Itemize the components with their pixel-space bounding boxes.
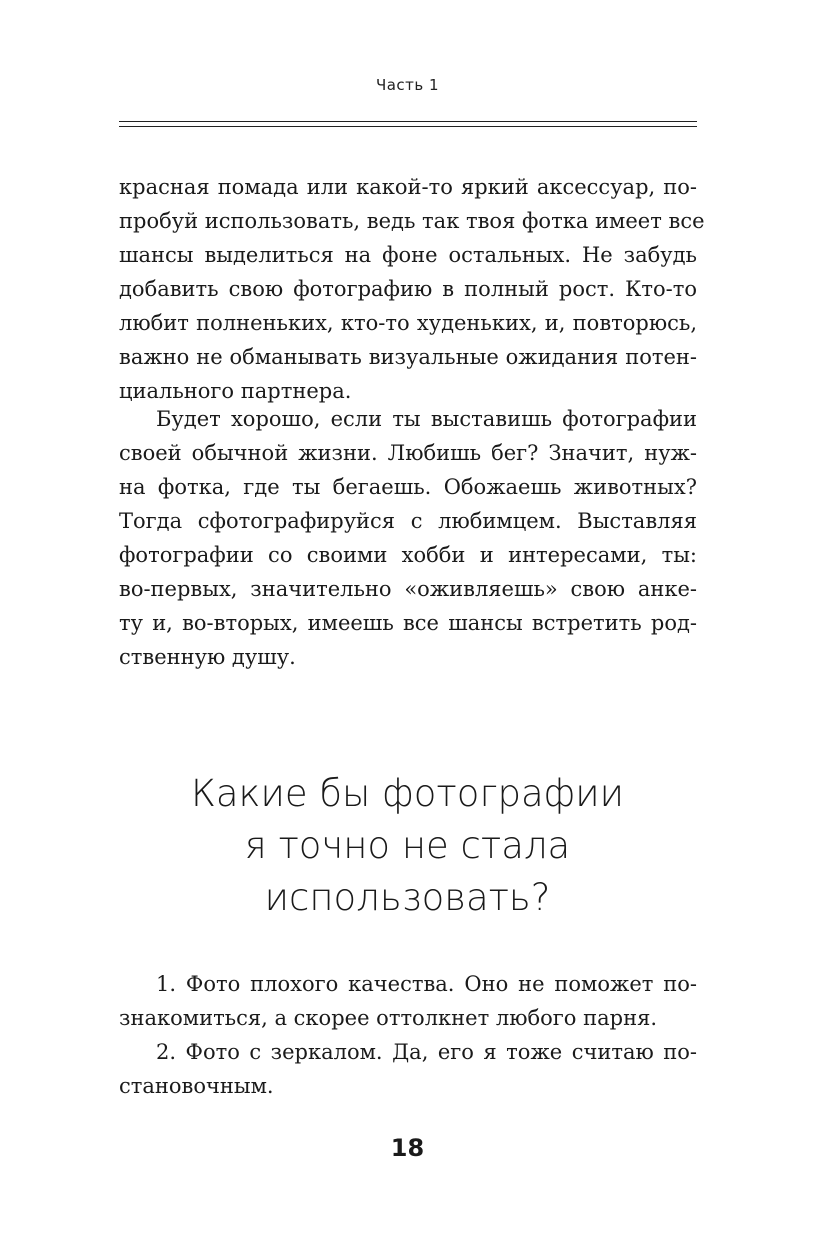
- section-heading: [0, 768, 815, 924]
- heading-line: Какие бы фотографии: [190, 772, 625, 815]
- header-rule-top: [119, 121, 697, 122]
- text-line: ту и, во-вторых, имеешь все шансы встретить род-: [119, 611, 697, 635]
- heading-line: использовать?: [264, 876, 551, 919]
- heading-line: я точно не стала: [244, 824, 571, 867]
- list-item-line: 1. Фото плохого качества. Оно не поможет по-: [156, 972, 697, 996]
- header-rule-bottom: [119, 126, 697, 127]
- list-item-line: 2. Фото с зеркалом. Да, его я тоже считаю по-: [156, 1040, 697, 1064]
- text-line: во-первых, значительно «оживляешь» свою анке-: [119, 577, 697, 601]
- text-line: на фотка, где ты бегаешь. Обожаешь животных?: [119, 475, 697, 499]
- numbered-list: [119, 967, 697, 1103]
- paragraph-2: [119, 402, 697, 674]
- list-item-line: знакомиться, а скорее оттолкнет любого парня.: [119, 1006, 657, 1030]
- text-line: красная помада или какой-то яркий аксессуар, по-: [119, 175, 697, 199]
- text-line: ственную душу.: [119, 645, 296, 669]
- text-line: Тогда сфотографируйся с любимцем. Выставляя: [119, 509, 697, 533]
- text-line: циального партнера.: [119, 379, 352, 403]
- text-line: пробуй использовать, ведь так твоя фотка имеет все: [119, 209, 705, 233]
- text-line: любит полненьких, кто-то худеньких, и, повторюсь,: [119, 311, 697, 335]
- text-line: Будет хорошо, если ты выставишь фотографии: [156, 407, 697, 431]
- paragraph-1: [119, 170, 705, 408]
- text-line: добавить свою фотографию в полный рост. Кто-то: [119, 277, 697, 301]
- running-head: Часть 1: [375, 76, 440, 94]
- text-line: фотографии со своими хобби и интересами, ты:: [119, 543, 697, 567]
- text-line: важно не обманывать визуальные ожидания потен-: [119, 345, 697, 369]
- text-line: своей обычной жизни. Любишь бег? Значит, нуж-: [119, 441, 697, 465]
- page-number: 18: [390, 1134, 425, 1162]
- list-item-line: становочным.: [119, 1074, 274, 1098]
- text-line: шансы выделиться на фоне остальных. Не забудь: [119, 243, 697, 267]
